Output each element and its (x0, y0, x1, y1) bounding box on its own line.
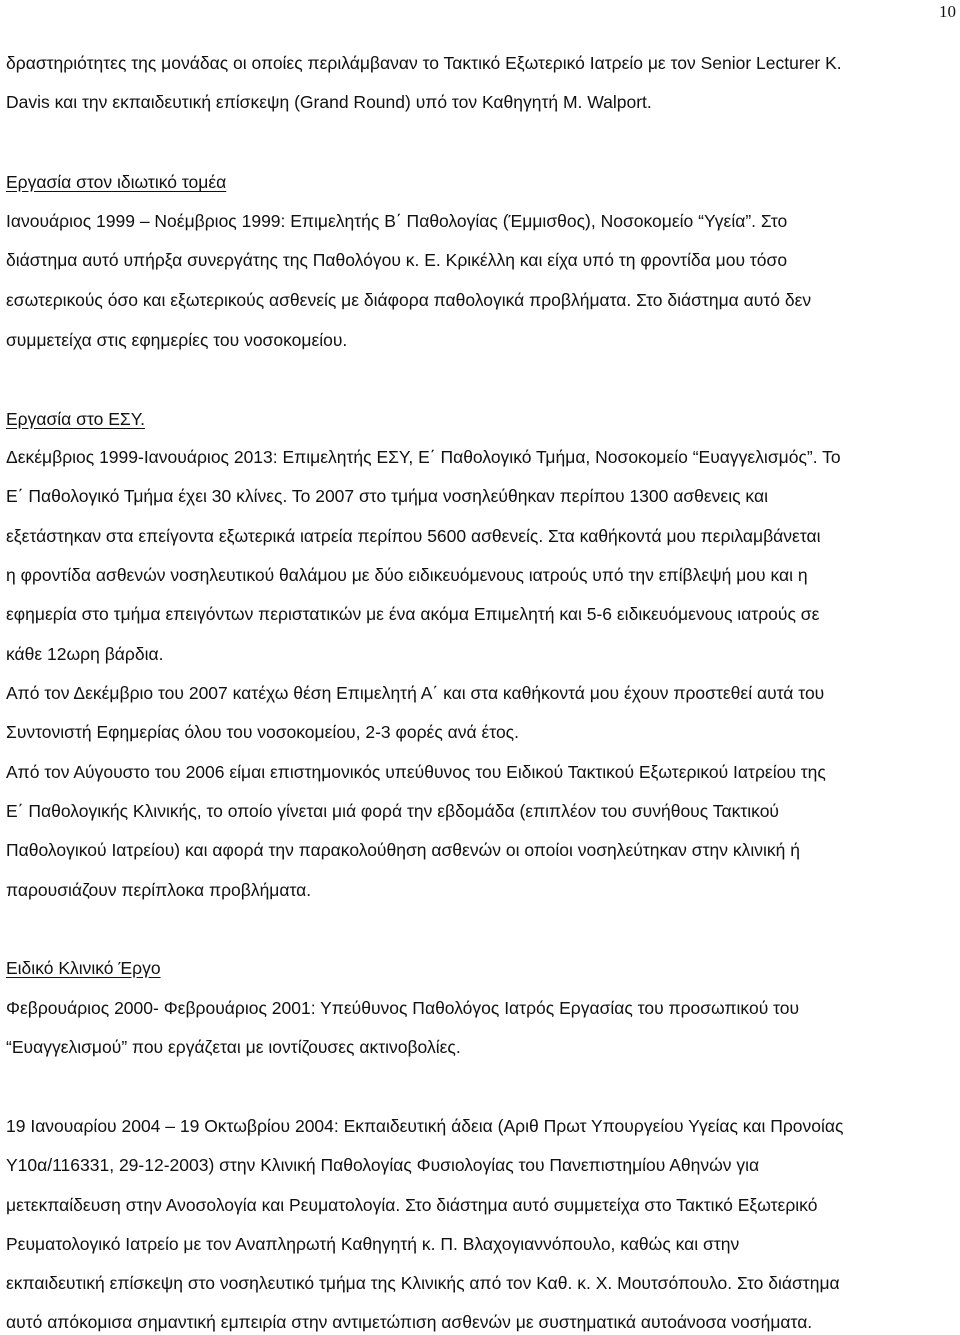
text-line: εκπαιδευτική επίσκεψη στο νοσηλευτικό τμήμα της Κλινικής από τον Καθ. κ. Χ. Μουτσόπουλο. Στο διάστημα (6, 1273, 840, 1293)
text-line: Από τον Δεκέμβριο του 2007 κατέχω θέση Επιμελητή Α΄ και στα καθήκοντά μου έχουν προστεθεί αυτά του (6, 683, 825, 703)
text-line: η φροντίδα ασθενών νοσηλευτικού θαλάμου με δύο ειδικευόμενους ιατρούς υπό την επίβλεψή μου και η (6, 565, 808, 585)
text-line: συμμετείχα στις εφημερίες του νοσοκομείου. (6, 330, 348, 350)
section-heading-private-sector: Εργασία στον ιδιωτικό τομέα (6, 172, 227, 192)
text-line: Ε΄ Παθολογικής Κλινικής, το οποίο γίνεται μιά φορά την εβδομάδα (επιπλέον του συνήθους Τακτικού (6, 801, 779, 821)
section-heading-clinical-work: Ειδικό Κλινικό Έργο (6, 958, 161, 978)
text-line: Δεκέμβριος 1999-Ιανουάριος 2013: Επιμελητής ΕΣΥ, Ε΄ Παθολογικό Τμήμα, Νοσοκομείο “Ευαγγελισμός”. Το (6, 447, 841, 467)
text-line: αυτό απόκομισα σημαντική εμπειρία στην αντιμετώπιση ασθενών με συστηματικά αυτοάνοσα νοσήματα. (6, 1312, 813, 1332)
text-line: εφημερία στο τμήμα επειγόντων περιστατικών με ένα ακόμα Επιμελητή και 5-6 ειδικευόμενους ιατρούς σε (6, 604, 820, 624)
text-line: Ρευματολογικό Ιατρείο με τον Αναπληρωτή Καθηγητή κ. Π. Βλαχογιαννόπουλο, καθώς και στην (6, 1234, 740, 1254)
text-line: κάθε 12ωρη βάρδια. (6, 644, 164, 664)
text-line: Ιανουάριος 1999 – Νοέμβριος 1999: Επιμελητής Β΄ Παθολογίας (Έμμισθος), Νοσοκομείο “Υγεία”. Στο (6, 211, 788, 231)
text-line: “Ευαγγελισμού” που εργάζεται με ιοντίζουσες ακτινοβολίες. (6, 1037, 461, 1057)
page-number: 10 (939, 2, 956, 21)
text-line: μετεκπαίδευση στην Ανοσολογία και Ρευματολογία. Στο διάστημα αυτό συμμετείχα στο Τακτικό Εξωτερικό (6, 1195, 818, 1215)
text-line: Παθολογικού Ιατρείου) και αφορά την παρακολούθηση ασθενών οι οποίοι νοσηλεύτηκαν στην κλινική ή (6, 840, 800, 860)
text-line: Davis και την εκπαιδευτική επίσκεψη (Grand Round) υπό τον Καθηγητή M. Walport. (6, 92, 652, 112)
text-line: Υ10α/116331, 29-12-2003) στην Κλινική Παθολογίας Φυσιολογίας του Πανεπιστημίου Αθηνών για (6, 1155, 760, 1175)
text-line: δραστηριότητες της μονάδας οι οποίες περιλάμβαναν το Τακτικό Εξωτερικό Ιατρείο με τον Senior Lecturer K. (6, 53, 842, 73)
text-line: 19 Ιανουαρίου 2004 – 19 Οκτωβρίου 2004: Εκπαιδευτική άδεια (Αριθ Πρωτ Υπουργείου Υγείας και Προνοίας (6, 1116, 844, 1136)
text-line: διάστημα αυτό υπήρξα συνεργάτης της Παθολόγου κ. Ε. Κρικέλλη και είχα υπό τη φροντίδα μου τόσο (6, 250, 788, 270)
section-heading-esy: Εργασία στο ΕΣΥ. (6, 409, 146, 429)
text-line: Φεβρουάριος 2000- Φεβρουάριος 2001: Υπεύθυνος Παθολόγος Ιατρός Εργασίας του προσωπικού του (6, 998, 800, 1018)
text-line: παρουσιάζουν περίπλοκα προβλήματα. (6, 880, 312, 900)
text-line: εξετάστηκαν στα επείγοντα εξωτερικά ιατρεία περίπου 5600 ασθενείς. Στα καθήκοντά μου περιλαμβάνεται (6, 526, 821, 546)
text-line: Από τον Αύγουστο του 2006 είμαι επιστημονικός υπεύθυνος του Ειδικού Τακτικού Εξωτερικού Ιατρείου της (6, 762, 826, 782)
text-line: Συντονιστή Εφημερίας όλου του νοσοκομείου, 2-3 φορές ανά έτος. (6, 722, 519, 742)
text-line: Ε΄ Παθολογικό Τμήμα έχει 30 κλίνες. Το 2007 στο τμήμα νοσηλεύθηκαν περίπου 1300 ασθενεις και (6, 486, 768, 506)
text-line: εσωτερικούς όσο και εξωτερικούς ασθενείς με διάφορα παθολογικά προβλήματα. Στο διάστημα αυτό δεν (6, 290, 812, 310)
